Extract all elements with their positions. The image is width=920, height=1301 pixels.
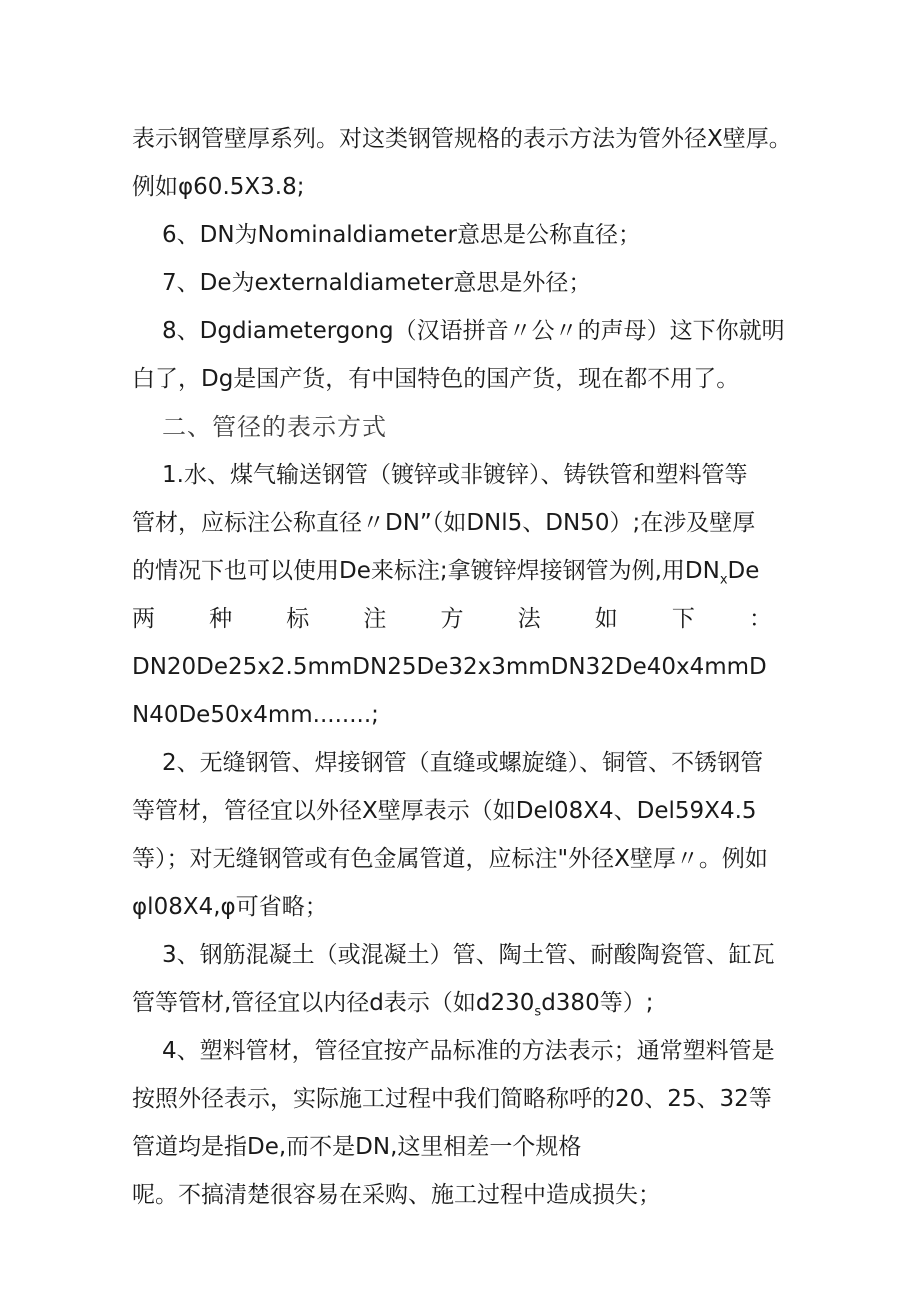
text-line: 6、DN为Nominaldiameter意思是公称直径；	[162, 222, 641, 248]
text-segment: 管等管材,管径宜以内径d表示（如d230	[132, 990, 535, 1016]
text-line: 等）；对无缝钢管或有色金属管道，应标注"外径X壁厚〃。例如	[132, 846, 768, 872]
text-line	[132, 988, 653, 1018]
text-line: 管材，应标注公称直径〃DN”（如DNl5、DN50）;在涉及壁厚	[132, 510, 756, 536]
spaced-char: 方	[440, 606, 464, 632]
subscript: s	[534, 1004, 542, 1018]
text-line: 表示钢管壁厚系列。对这类钢管规格的表示方法为管外径X壁厚。	[132, 126, 792, 152]
text-segment: d380等）;	[541, 990, 654, 1016]
text-line: DN20De25x2.5mmDN25De32x3mmDN32De40x4mmD	[132, 654, 767, 680]
spaced-char: 下	[671, 606, 695, 632]
spaced-char: 注	[363, 606, 387, 632]
text-line: 8、Dgdiametergong（汉语拼音〃公〃的声母）这下你就明	[162, 318, 785, 344]
text-segment: De	[727, 558, 760, 584]
spaced-char: ：	[749, 606, 772, 632]
text-line: 3、钢筋混凝土（或混凝土）管、陶土管、耐酸陶瓷管、缸瓦	[162, 942, 775, 968]
text-line: 2、无缝钢管、焊接钢管（直缝或螺旋缝）、铜管、不锈钢管	[162, 750, 764, 776]
section-heading: 二、管径的表示方式	[162, 413, 387, 441]
spaced-char: 法	[517, 606, 541, 632]
spaced-text-line	[132, 604, 772, 634]
spaced-char: 种	[209, 606, 233, 632]
text-line: 管道均是指De,而不是DN,这里相差一个规格	[132, 1134, 582, 1160]
spaced-char: 标	[286, 606, 310, 632]
text-line: 按照外径表示，实际施工过程中我们简略称呼的20、25、32等	[132, 1086, 772, 1112]
text-line: N40De50x4mm........;	[132, 702, 379, 728]
text-segment: 的情况下也可以使用De来标注;拿镀锌焊接钢管为例,用DN	[132, 558, 720, 584]
text-line: 等管材，管径宜以外径X壁厚表示（如Del08X4、Del59X4.5	[132, 798, 757, 824]
text-line: 7、De为externaldiameter意思是外径；	[162, 270, 592, 296]
spaced-char: 两	[132, 606, 155, 632]
spaced-char: 如	[594, 606, 618, 632]
text-line: 例如φ60.5X3.8;	[132, 174, 305, 200]
text-line	[132, 556, 759, 586]
text-line: 1.水、煤气输送钢管（镀锌或非镀锌）、铸铁管和塑料管等	[162, 462, 748, 488]
subscript: x	[719, 572, 728, 586]
text-line: φl08X4,φ可省略；	[132, 894, 328, 920]
text-line: 呢。不搞清楚很容易在采购、施工过程中造成损失；	[132, 1182, 661, 1208]
text-line: 白了，Dg是国产货，有中国特色的国产货，现在都不用了。	[132, 366, 740, 392]
text-line: 4、塑料管材，管径宜按产品标准的方法表示；通常塑料管是	[162, 1038, 775, 1064]
